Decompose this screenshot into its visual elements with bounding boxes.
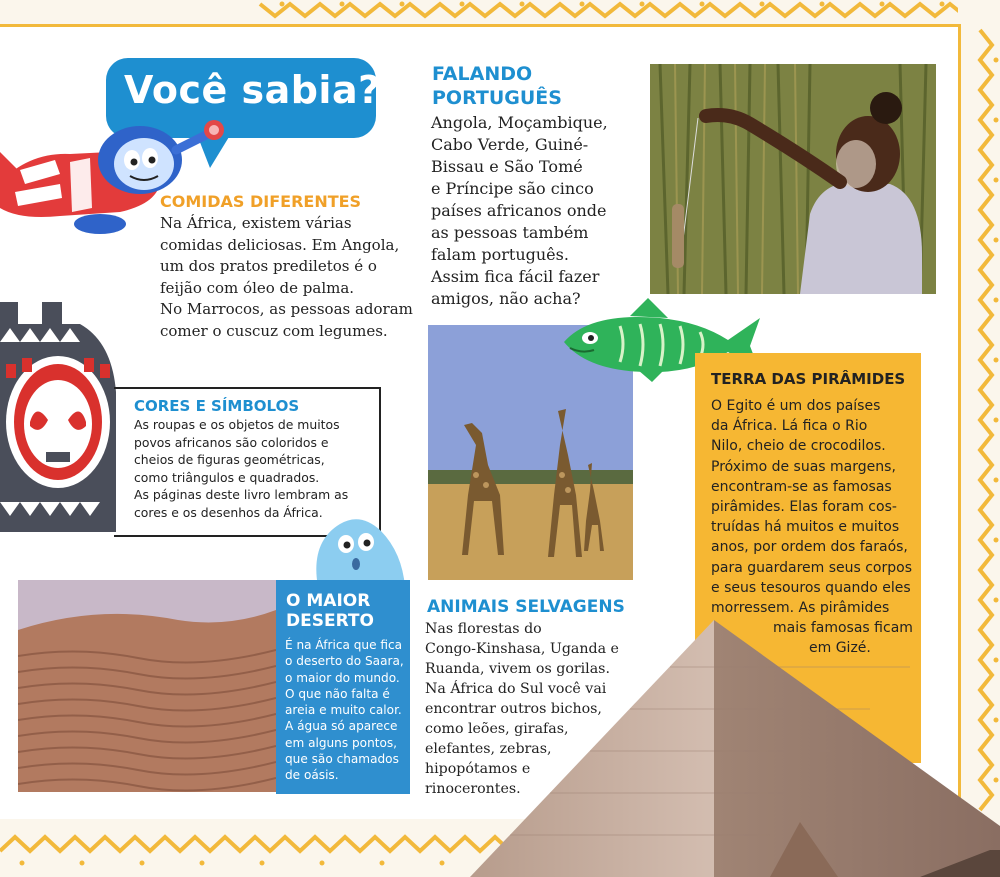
falando-line: falam português. [431, 245, 569, 264]
animais-line: encontrar outros bichos, [425, 701, 602, 717]
falando-line: Assim fica fácil fazer [431, 267, 600, 286]
animais-line: Nas florestas do [425, 621, 542, 637]
terra-line: encontram-se as famosas [711, 478, 892, 495]
terra-line: anos, por ordem dos faraós, [711, 539, 908, 556]
falando-paragraph [431, 112, 631, 310]
cores-paragraph [134, 416, 374, 521]
comidas-heading: COMIDAS DIFERENTES [160, 192, 362, 211]
terra-heading: TERRA DAS PIRÂMIDES [711, 370, 906, 388]
deserto-line: em alguns pontos, [285, 735, 398, 750]
animais-paragraph [425, 619, 625, 799]
animais-heading: ANIMAIS SELVAGENS [427, 597, 625, 617]
terra-line: mais famosas ficam [773, 620, 913, 637]
cores-line: cheios de figuras geométricas, [134, 452, 325, 467]
deserto-line: de oásis. [285, 768, 339, 783]
terra-line: pirâmides. Elas foram cos- [711, 499, 897, 516]
falando-line: Cabo Verde, Guiné- [431, 135, 589, 154]
deserto-line: o maior do mundo. [285, 670, 400, 685]
terra-line: da África. Lá fica o Rio [711, 418, 868, 435]
falando-line: Bissau e São Tomé [431, 157, 583, 176]
deserto-line: É na África que fica [285, 638, 403, 652]
animais-line: como leões, girafas, [425, 721, 569, 737]
falando-heading-line: PORTUGUÊS [432, 87, 562, 109]
falando-line: e Príncipe são cinco [431, 179, 594, 198]
terra-line: e seus tesouros quando eles [711, 579, 911, 596]
cores-heading: CORES E SÍMBOLOS [134, 397, 300, 415]
cores-line: povos africanos são coloridos e [134, 434, 329, 450]
terra-line: para guardarem seus corpos [711, 559, 913, 576]
terra-line: Próximo de suas margens, [711, 458, 896, 475]
falando-heading-line: FALANDO [432, 63, 533, 85]
comidas-line: comer o cuscuz com legumes. [160, 321, 388, 340]
falando-line: países africanos onde [431, 201, 607, 220]
animais-line: Congo-Kinshasa, Uganda e [425, 641, 619, 657]
animais-line: rinocerontes. [425, 781, 521, 797]
deserto-line: O que não falta é [285, 686, 390, 701]
falando-heading [432, 62, 562, 110]
african-mask-illustration [0, 302, 120, 532]
terra-line: Nilo, cheio de crocodilos. [711, 438, 886, 455]
falando-line: Angola, Moçambique, [431, 113, 608, 132]
deserto-line: o deserto do Saara, [285, 654, 404, 669]
terra-line: O Egito é um dos países [711, 398, 881, 414]
falando-line: as pessoas também [431, 223, 589, 242]
cores-line: cores e os desenhos da África. [134, 504, 323, 520]
comidas-paragraph [160, 213, 413, 342]
girl-with-fish-photo [650, 64, 936, 294]
desert-dunes-photo [18, 580, 276, 792]
comidas-line: um dos pratos prediletos é o [160, 257, 377, 275]
terra-line: em Gizé. [809, 640, 871, 657]
deserto-line: A água só aparece [285, 719, 398, 734]
deserto-heading [286, 591, 374, 631]
zigzag-border-top [0, 0, 1000, 26]
cores-line: As páginas deste livro lembram as [134, 487, 349, 502]
comidas-line: comidas deliciosas. Em Angola, [160, 235, 400, 254]
deserto-paragraph [285, 637, 407, 784]
comidas-line: feijão com óleo de palma. [160, 278, 355, 297]
cores-line: como triângulos e quadrados. [134, 469, 320, 485]
blue-ghost-character-illustration [310, 512, 405, 587]
terra-line: morressem. As pirâmides [711, 600, 890, 617]
cores-line: As roupas e os objetos de muitos [134, 417, 340, 432]
comidas-line: Na África, existem várias [160, 214, 352, 232]
deserto-heading-line: DESERTO [286, 611, 374, 631]
deserto-line: que são chamados [285, 752, 399, 767]
animais-line: hipopótamos e [425, 761, 531, 777]
animais-line: Na África do Sul você vai [425, 681, 607, 697]
comidas-line: No Marrocos, as pessoas adoram [160, 300, 413, 318]
falando-line: amigos, não acha? [431, 289, 581, 308]
deserto-line: areia e muito calor. [285, 703, 402, 718]
deserto-heading-line: O MAIOR [286, 591, 371, 611]
animais-line: Ruanda, vivem os gorilas. [425, 661, 610, 677]
terra-line: truídas há muitos e muitos [711, 519, 900, 536]
page-title: Você sabia? [124, 68, 381, 112]
animais-line: elefantes, zebras, [425, 741, 552, 757]
